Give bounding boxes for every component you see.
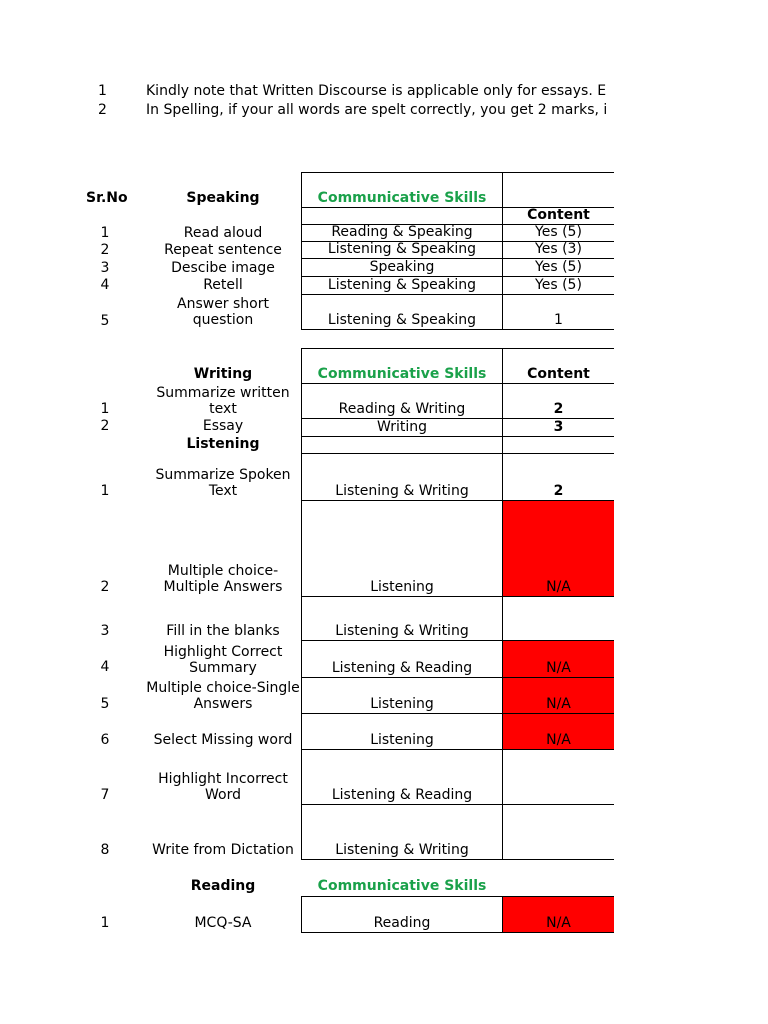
row-number: 5 — [100, 313, 110, 329]
writing-skills-header: Communicative Skills — [301, 348, 503, 384]
content-cell: 1 — [502, 294, 614, 330]
skills-cell: Listening & Writing — [301, 804, 503, 860]
row-number: 2 — [100, 579, 110, 595]
row-number: 1 — [100, 225, 110, 241]
listening-header-blank — [301, 436, 503, 454]
skills-cell: Listening & Speaking — [301, 241, 503, 259]
row-number: 7 — [100, 787, 110, 803]
task-name: Highlight Incorrect Word — [158, 771, 288, 803]
skills-cell: Writing — [301, 418, 503, 437]
listening-title: Listening — [186, 436, 260, 452]
task-name: Write from Dictation — [152, 842, 294, 858]
note-text: Kindly note that Written Discourse is applicable only for essays. E — [146, 83, 607, 99]
task-name: Descibe image — [171, 260, 275, 276]
listening-header-blank — [502, 436, 614, 454]
row-number: 2 — [100, 242, 110, 258]
skills-cell: Listening & Writing — [301, 596, 503, 641]
note-text: In Spelling, if your all words are spelt correctly, you get 2 marks, i — [146, 102, 608, 118]
content-cell: 2 — [502, 383, 614, 419]
row-number: 1 — [100, 483, 110, 499]
row-number: 4 — [100, 659, 110, 675]
skills-cell: Speaking — [301, 258, 503, 277]
task-name: Summarize written text — [156, 385, 290, 417]
task-name: Fill in the blanks — [166, 623, 280, 639]
speaking-content-header: Content — [502, 207, 614, 225]
task-name: Multiple choice-Multiple Answers — [163, 563, 283, 595]
task-name: Read aloud — [183, 225, 263, 241]
row-number: 3 — [100, 623, 110, 639]
reading-title: Reading — [190, 878, 256, 894]
content-cell-na: N/A — [502, 640, 614, 678]
skills-cell: Listening & Speaking — [301, 294, 503, 330]
speaking-subheader-blank — [301, 207, 503, 225]
note-number: 1 — [98, 83, 107, 99]
task-name: Select Missing word — [153, 732, 293, 748]
content-cell: Yes (5) — [502, 258, 614, 277]
speaking-title: Speaking — [186, 190, 260, 206]
content-cell-na: N/A — [502, 500, 614, 597]
srno-header: Sr.No — [86, 190, 128, 206]
speaking-header-blank — [502, 172, 614, 208]
note-number: 2 — [98, 102, 107, 118]
row-number: 1 — [100, 401, 110, 417]
skills-cell: Listening & Speaking — [301, 276, 503, 295]
skills-cell: Reading — [301, 896, 503, 933]
row-number: 8 — [100, 842, 110, 858]
row-number: 5 — [100, 696, 110, 712]
row-number: 1 — [100, 915, 110, 931]
row-number: 2 — [100, 418, 110, 434]
content-cell: Yes (5) — [502, 276, 614, 295]
content-cell: 2 — [502, 453, 614, 501]
writing-content-header: Content — [502, 348, 614, 384]
task-name: Highlight Correct Summary — [163, 644, 283, 676]
skills-cell: Listening & Writing — [301, 453, 503, 501]
task-name: Essay — [202, 418, 244, 434]
skills-cell: Listening — [301, 677, 503, 714]
task-name: Repeat sentence — [164, 242, 282, 258]
task-name: Multiple choice-Single Answers — [146, 680, 300, 712]
skills-cell: Reading & Speaking — [301, 224, 503, 242]
skills-cell: Listening & Reading — [301, 640, 503, 678]
content-cell: Yes (3) — [502, 241, 614, 259]
task-name: Answer short question — [177, 296, 269, 328]
content-cell-na: N/A — [502, 677, 614, 714]
task-name: Retell — [203, 277, 243, 293]
skills-cell: Listening — [301, 713, 503, 750]
skills-cell: Reading & Writing — [301, 383, 503, 419]
content-cell: 3 — [502, 418, 614, 437]
content-cell: Yes (5) — [502, 224, 614, 242]
speaking-skills-header: Communicative Skills — [301, 172, 503, 208]
row-number: 3 — [100, 260, 110, 276]
skills-cell: Listening & Reading — [301, 749, 503, 805]
task-name: Summarize Spoken Text — [155, 467, 291, 499]
content-cell — [502, 749, 614, 805]
reading-skills-header: Communicative Skills — [317, 878, 487, 894]
content-cell-na: N/A — [502, 713, 614, 750]
content-cell — [502, 596, 614, 641]
content-cell-na: N/A — [502, 896, 614, 933]
skills-cell: Listening — [301, 500, 503, 597]
content-cell — [502, 804, 614, 860]
writing-title: Writing — [193, 366, 253, 382]
task-name: MCQ-SA — [194, 915, 252, 931]
row-number: 6 — [100, 732, 110, 748]
row-number: 4 — [100, 277, 110, 293]
